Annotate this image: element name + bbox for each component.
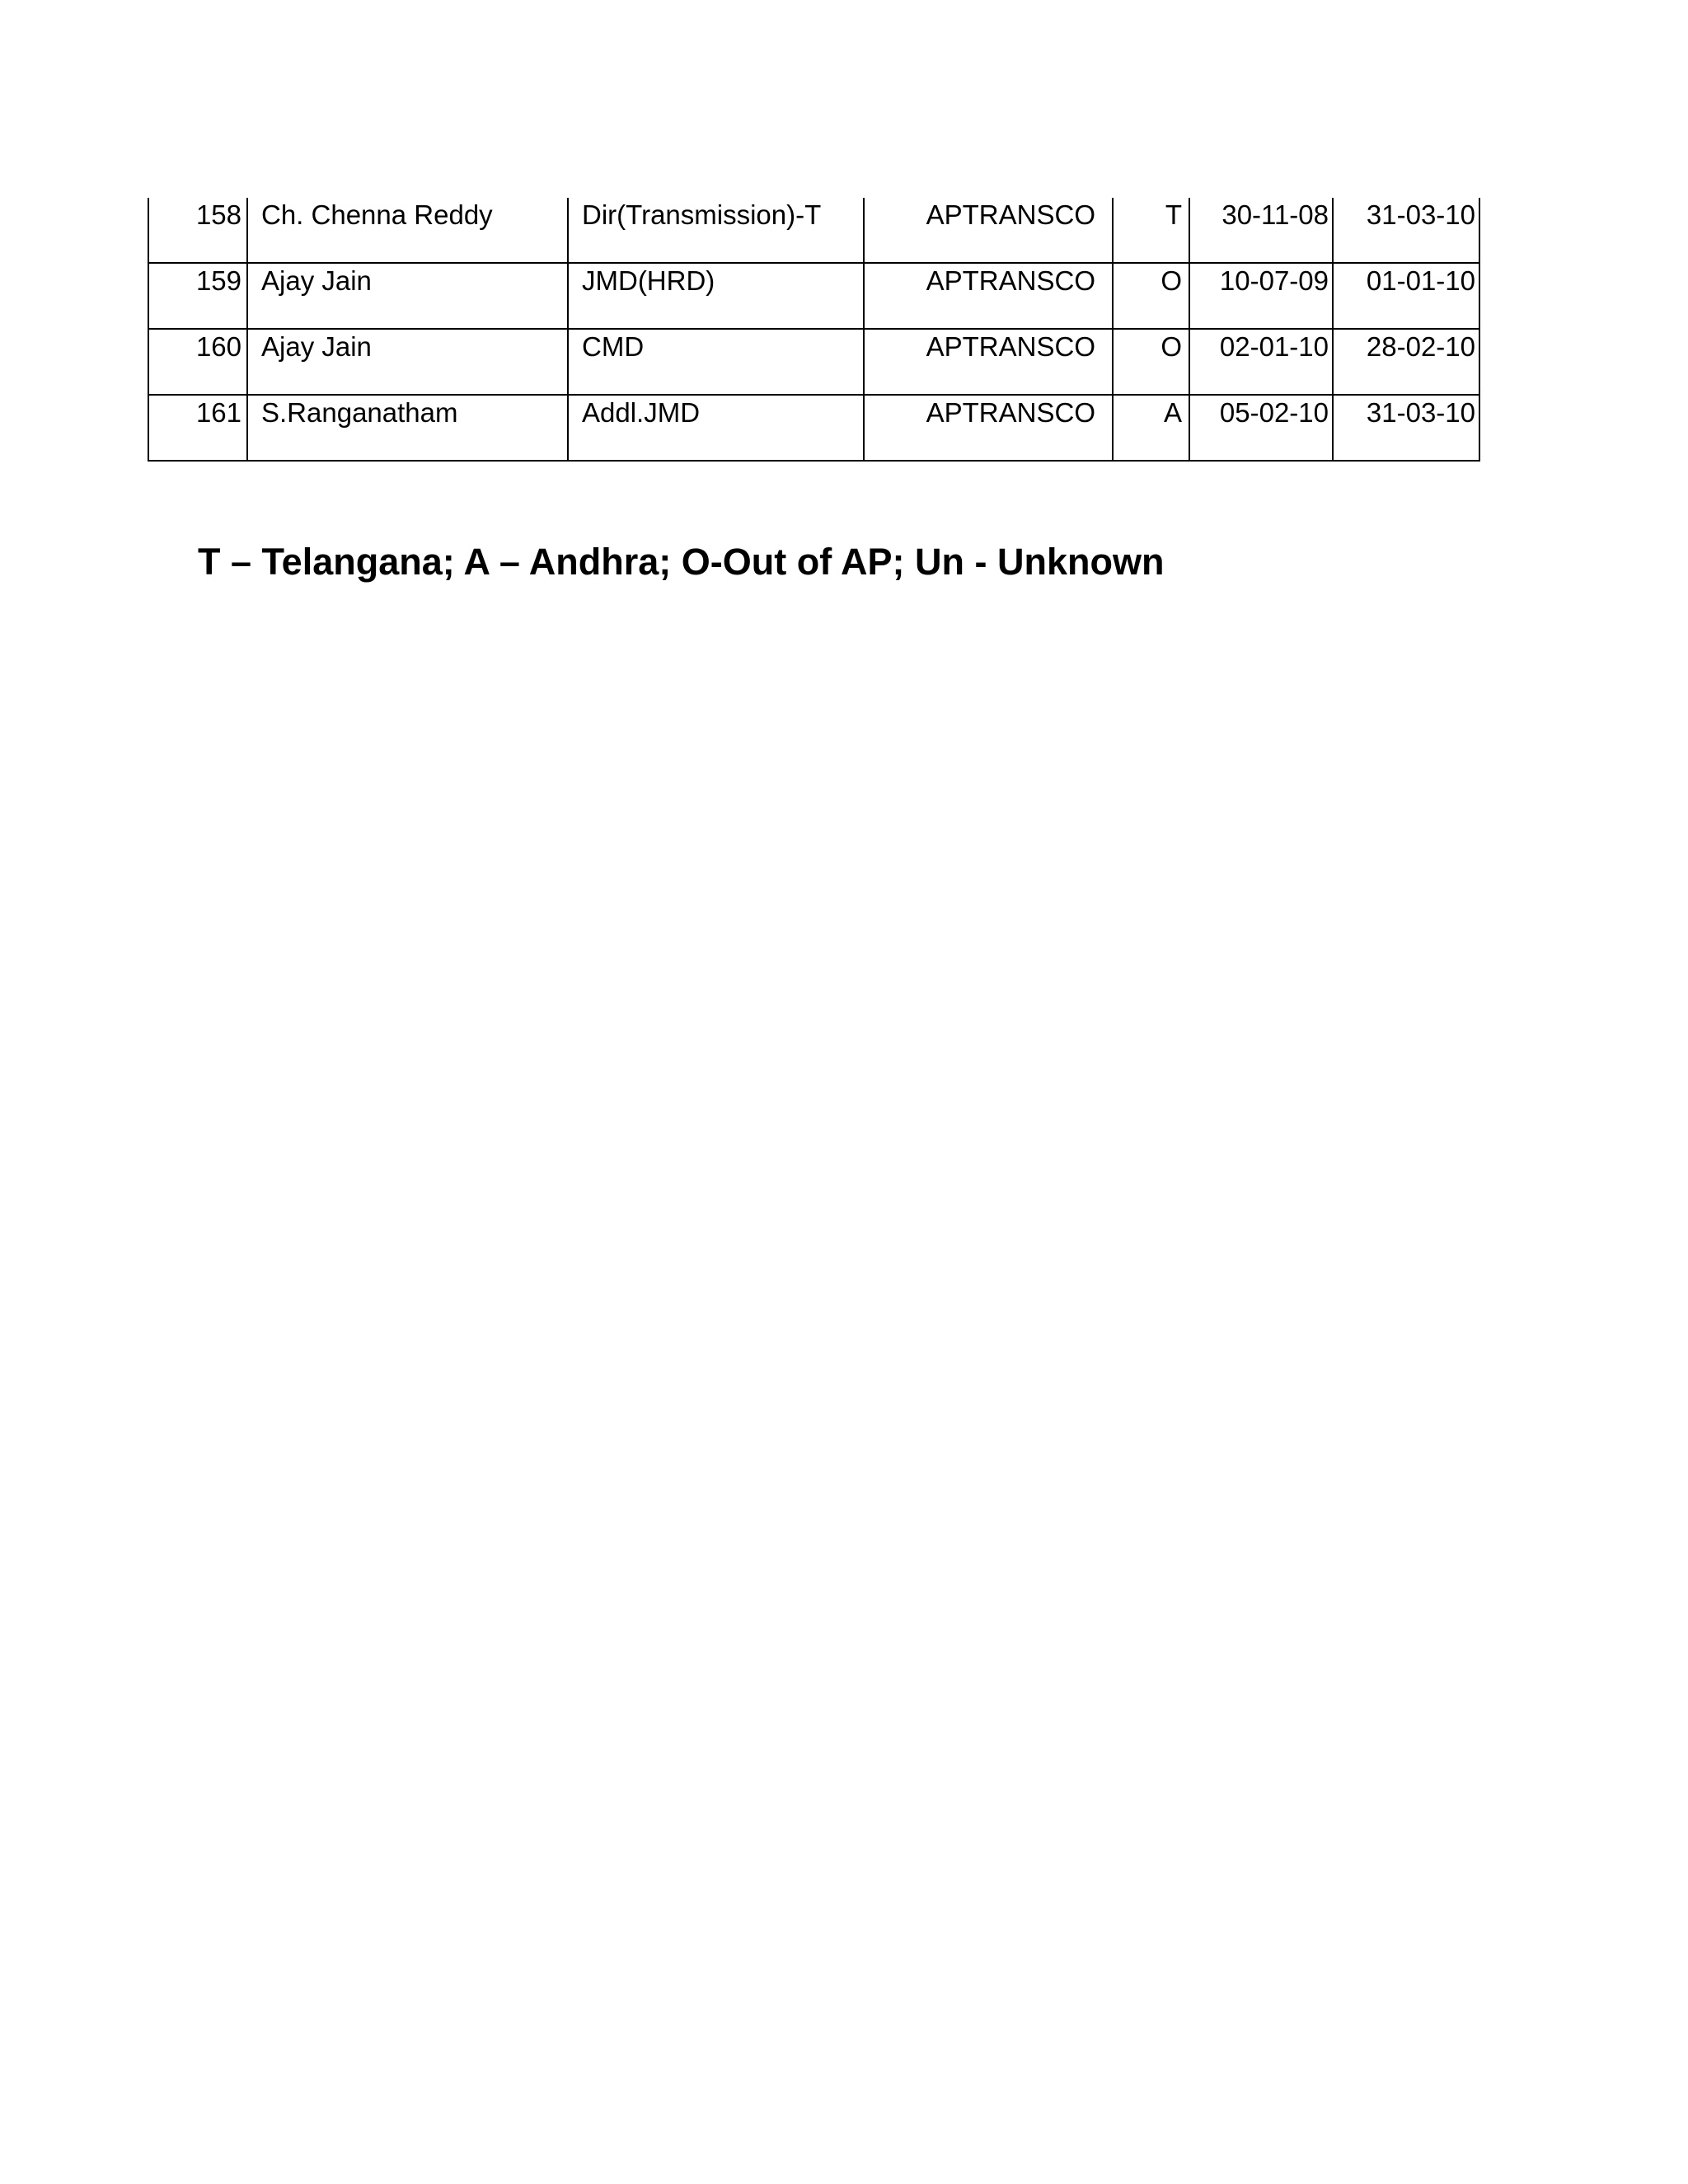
region-code: O bbox=[1160, 265, 1182, 296]
officer-name: Ajay Jain bbox=[261, 265, 372, 296]
post-cell bbox=[568, 198, 864, 263]
serial-number: 159 bbox=[195, 265, 241, 296]
serial-number-cell bbox=[148, 395, 247, 461]
name-cell bbox=[247, 329, 568, 395]
serial-number-cell bbox=[148, 198, 247, 263]
table-row bbox=[148, 198, 1479, 263]
to-date: 01-01-10 bbox=[1366, 265, 1475, 296]
organisation: APTRANSCO bbox=[926, 397, 1095, 428]
organisation-cell bbox=[864, 198, 1113, 263]
post-cell bbox=[568, 263, 864, 329]
region-legend: T – Telangana; A – Andhra; O-Out of AP; Un - Unknown bbox=[198, 541, 1165, 583]
from-date-cell bbox=[1189, 198, 1333, 263]
to-date-cell bbox=[1333, 198, 1479, 263]
organisation-cell bbox=[864, 395, 1113, 461]
to-date: 28-02-10 bbox=[1366, 331, 1475, 362]
region-cell bbox=[1113, 395, 1189, 461]
region-cell bbox=[1113, 198, 1189, 263]
name-cell bbox=[247, 263, 568, 329]
to-date-cell bbox=[1333, 263, 1479, 329]
table-row bbox=[148, 329, 1479, 395]
table-row bbox=[148, 263, 1479, 329]
officer-name: S.Ranganatham bbox=[261, 397, 458, 428]
serial-number: 160 bbox=[195, 331, 241, 362]
organisation: APTRANSCO bbox=[926, 199, 1095, 230]
post-title: Dir(Transmission)-T bbox=[582, 199, 822, 230]
serial-number: 161 bbox=[195, 397, 241, 428]
from-date-cell bbox=[1189, 263, 1333, 329]
organisation-cell bbox=[864, 263, 1113, 329]
post-title: Addl.JMD bbox=[582, 397, 701, 428]
from-date: 05-02-10 bbox=[1219, 397, 1329, 428]
serial-number-cell bbox=[148, 329, 247, 395]
from-date: 10-07-09 bbox=[1219, 265, 1329, 296]
organisation-cell bbox=[864, 329, 1113, 395]
post-cell bbox=[568, 395, 864, 461]
from-date-cell bbox=[1189, 395, 1333, 461]
from-date-cell bbox=[1189, 329, 1333, 395]
from-date: 30-11-08 bbox=[1221, 199, 1329, 230]
serial-number-cell bbox=[148, 263, 247, 329]
organisation: APTRANSCO bbox=[926, 331, 1095, 362]
table-row bbox=[148, 395, 1479, 461]
region-code: A bbox=[1163, 397, 1182, 428]
officer-name: Ajay Jain bbox=[261, 331, 372, 362]
region-code: O bbox=[1160, 331, 1182, 362]
region-cell bbox=[1113, 329, 1189, 395]
region-code: T bbox=[1165, 199, 1182, 230]
organisation: APTRANSCO bbox=[926, 265, 1095, 296]
from-date: 02-01-10 bbox=[1219, 331, 1329, 362]
name-cell bbox=[247, 395, 568, 461]
post-title: JMD(HRD) bbox=[582, 265, 715, 296]
post-cell bbox=[568, 329, 864, 395]
region-cell bbox=[1113, 263, 1189, 329]
post-title: CMD bbox=[582, 331, 645, 362]
to-date-cell bbox=[1333, 329, 1479, 395]
officers-table bbox=[148, 198, 1480, 462]
officer-name: Ch. Chenna Reddy bbox=[261, 199, 493, 230]
to-date: 31-03-10 bbox=[1366, 199, 1475, 230]
name-cell bbox=[247, 198, 568, 263]
to-date-cell bbox=[1333, 395, 1479, 461]
to-date: 31-03-10 bbox=[1366, 397, 1475, 428]
serial-number: 158 bbox=[195, 199, 241, 230]
